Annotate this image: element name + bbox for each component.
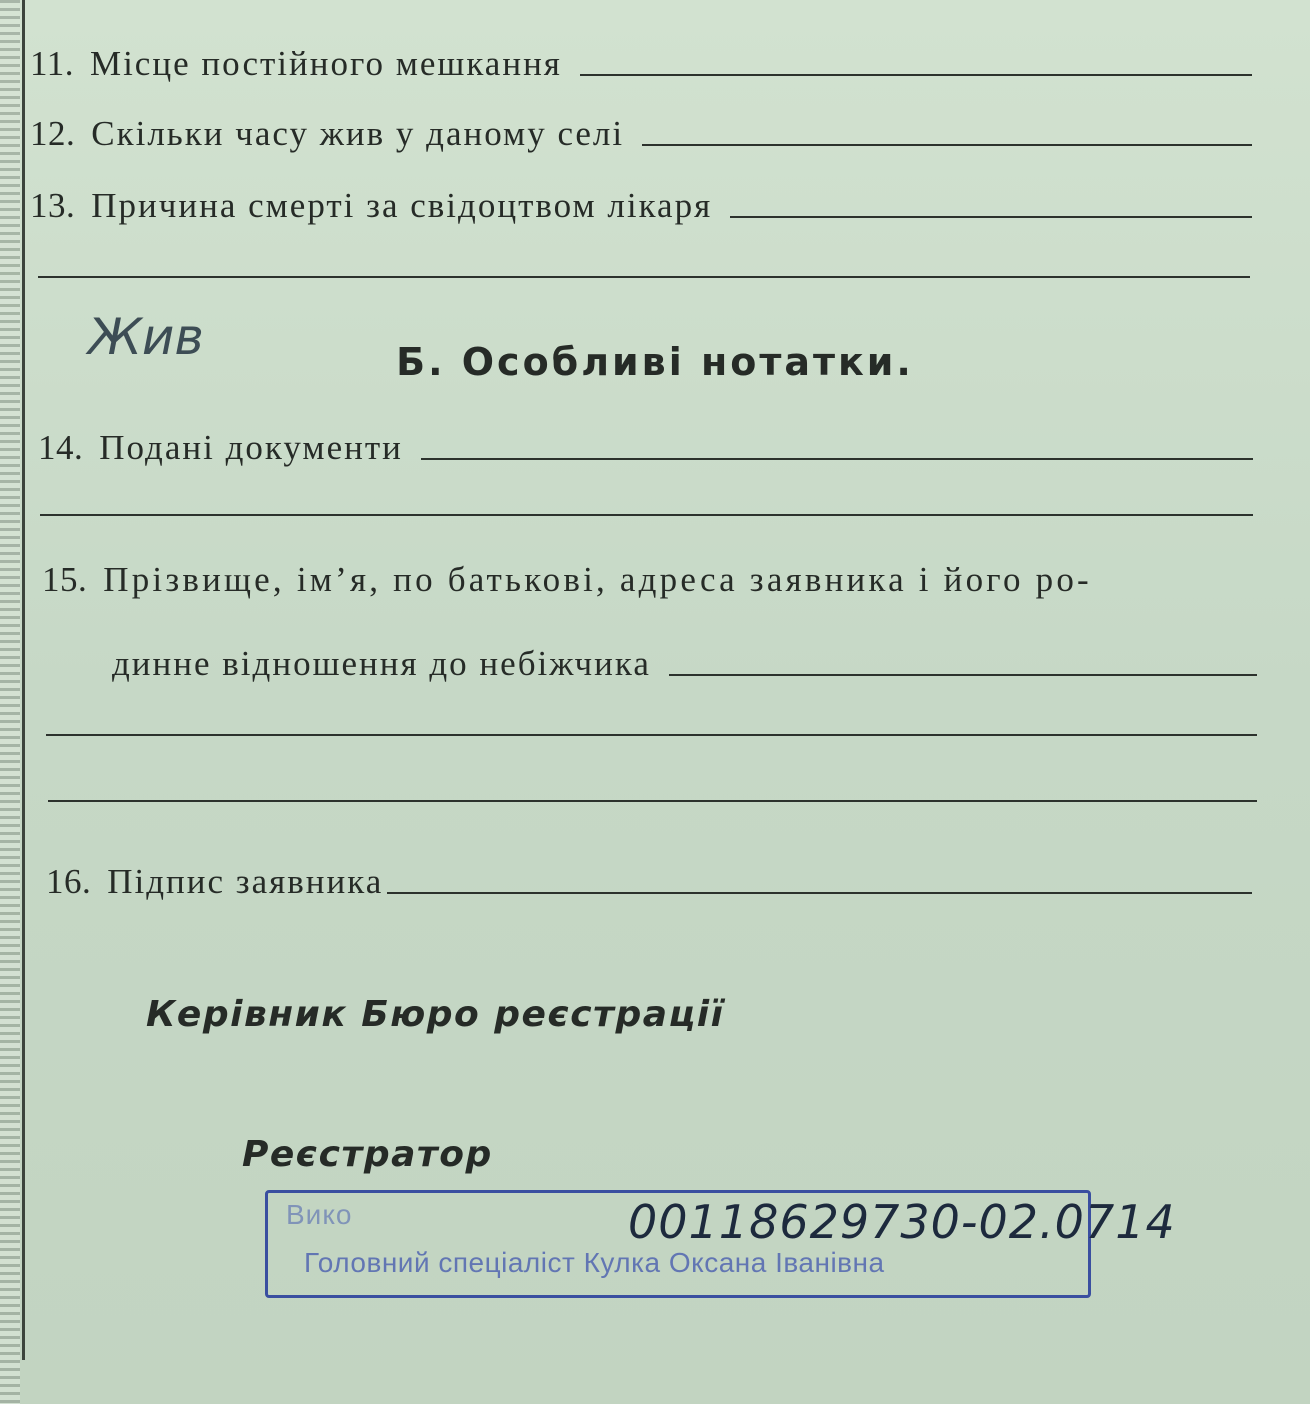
field-number: 13. — [30, 186, 76, 225]
field-label: Причина смерті за свідоцтвом лікаря — [91, 186, 713, 225]
field-label: Подані документи — [99, 428, 403, 467]
field-label: Скільки часу жив у даному селі — [91, 114, 625, 153]
continuation-line — [38, 276, 1250, 278]
field-14 — [38, 428, 1253, 468]
head-of-bureau-label: Керівник Бюро реєстрації — [146, 994, 725, 1035]
field-blank-line — [642, 144, 1252, 146]
registrar-label: Реєстратор — [242, 1134, 493, 1175]
margin-handwritten-note: Жив — [88, 308, 204, 366]
field-blank-line — [580, 74, 1252, 76]
field-blank-line — [421, 458, 1253, 460]
field-16 — [46, 862, 1252, 902]
field-15 — [42, 560, 1257, 600]
section-title: Б. Особливі нотатки. — [396, 340, 914, 384]
field-number: 12. — [30, 114, 76, 153]
field-11 — [30, 44, 1252, 84]
field-number: 15. — [42, 560, 88, 599]
continuation-line — [46, 734, 1257, 736]
handwritten-record-number: 00118629730-02.0714 — [628, 1195, 1176, 1249]
field-blank-line — [730, 216, 1252, 218]
margin-rule — [22, 0, 25, 1360]
field-blank-line — [669, 674, 1257, 676]
continuation-line — [48, 800, 1257, 802]
field-13 — [30, 186, 1252, 226]
field-label: Місце постійного мешкання — [89, 44, 562, 83]
field-15-line2 — [112, 644, 1257, 684]
continuation-line — [40, 514, 1253, 516]
stamp-text-line2: Головний спеціаліст Кулка Оксана Іванівна — [304, 1247, 885, 1278]
field-blank-line — [387, 892, 1252, 894]
field-number: 16. — [46, 862, 92, 901]
field-label: Підпис заявника — [107, 862, 384, 901]
field-number: 11. — [30, 44, 74, 83]
field-number: 14. — [38, 428, 84, 467]
field-label: динне відношення до небіжчика — [112, 644, 651, 683]
perforated-edge — [0, 0, 20, 1404]
stamp-text-line1: Вико — [286, 1199, 353, 1230]
field-label: Прізвище, ім’я, по батькові, адреса заявника і його ро- — [103, 560, 1092, 599]
field-12 — [30, 114, 1252, 154]
